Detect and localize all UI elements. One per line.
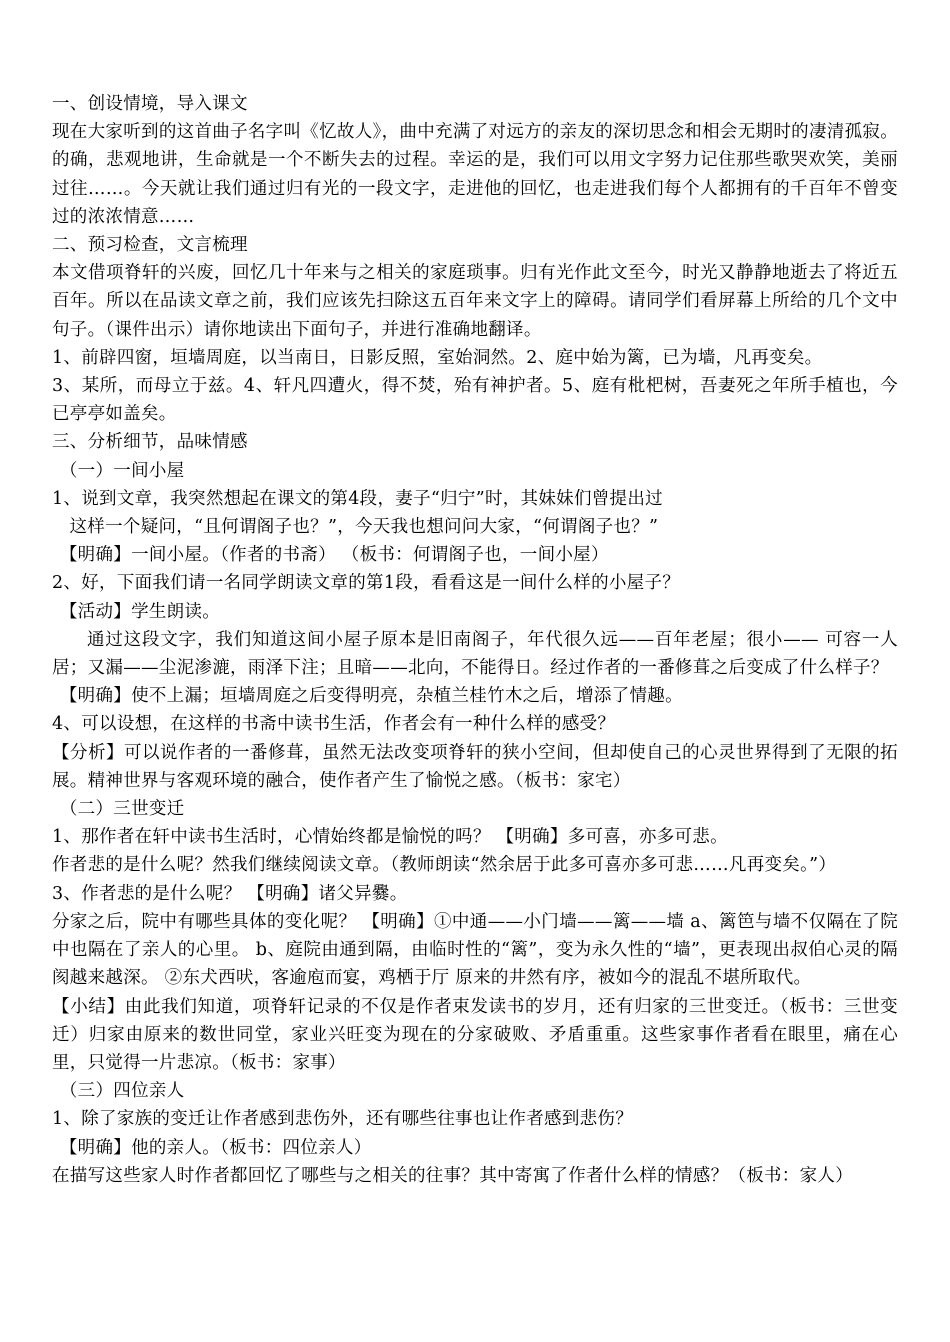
activity-1: 【活动】学生朗读。 — [59, 601, 221, 622]
sentence-list-2: 3、某所，而母立于兹。4、轩凡四遭火，得不焚，殆有神护者。5、庭有枇杷树，吾妻死之年所手植也，今已亭亭如盖矣。 — [52, 376, 898, 425]
subheading-four-relatives: （三）四位亲人 — [59, 1081, 185, 1102]
subheading-room: （一）一间小屋 — [59, 460, 185, 481]
question-relatives-2: 在描写这些家人时作者都回忆了哪些与之相关的往事？其中寄寓了作者什么样的情感？（板书：家人） — [52, 1165, 853, 1186]
answer-relatives: 【明确】他的亲人。（板书：四位亲人） — [59, 1137, 372, 1158]
question-4: 4、可以设想，在这样的书斋中读书生活，作者会有一种什么样的感受？ — [52, 714, 616, 735]
section-heading-1: 一、创设情境，导入课文 — [52, 94, 248, 114]
question-1: 1、说到文章，我突然想起在课文的第4段，妻子“归宁”时，其妹妹们曾提出过 — [52, 488, 663, 509]
question-three-3: 3、作者悲的是什么呢？ 【明确】诸父异爨。 — [52, 883, 408, 904]
question-2: 2、好，下面我们请一名同学朗读文章的第1段，看看这是一间什么样的小屋子？ — [52, 573, 681, 594]
question-three-1: 1、那作者在轩中读书生活时，心情始终都是愉悦的吗？ 【明确】多可喜，亦多可悲。 — [52, 827, 728, 848]
answer-1: 【明确】一间小屋。（作者的书斋） （板书：何谓阁子也，一间小屋） — [59, 545, 609, 566]
question-relatives-1: 1、除了家族的变迁让作者感到悲伤外，还有哪些往事也让作者感到悲伤？ — [52, 1109, 634, 1130]
intro-paragraph: 现在大家听到的这首曲子名字叫《忆故人》，曲中充满了对远方的亲友的深切思念和相会无期时的凄清孤寂。的确，悲观地讲，生命就是一个不断失去的过程。幸运的是，我们可以用文字努力记住那些歌哭欢笑，美丽过往……。今天就让我们通过归有光的一段文字，走进他的回忆，也走进我们每个人都拥有的千百年不曾变过的浓浓情意…… — [52, 122, 898, 227]
preview-paragraph: 本文借项脊轩的兴废，回忆几十年来与之相关的家庭琐事。归有光作此文至今，时光又静静地逝去了将近五百年。所以在品读文章之前，我们应该先扫除这五百年来文字上的障碍。请同学们看屏幕上所给的几个文中句子。（课件出示）请你地读出下面句子，并进行准确地翻译。 — [52, 263, 898, 340]
summary-paragraph: 【小结】由此我们知道，项脊轩记录的不仅是作者束发读书的岁月，还有归家的三世变迁。（板书：三世变迁）归家由原来的数世同堂，家业兴旺变为现在的分家破败、矛盾重重。这些家事作者看在眼里，痛在心里，只觉得一片悲凉。（板书：家事） — [52, 996, 898, 1073]
section-heading-3: 三、分析细节，品味情感 — [52, 432, 248, 453]
analysis-paragraph: 【分析】可以说作者的一番修葺，虽然无法改变项脊轩的狭小空间，但却使自己的心灵世界得到了无限的拓展。精神世界与客观环境的融合，使作者产生了愉悦之感。（板书：家宅） — [52, 742, 898, 791]
sentence-list-1: 1、前辟四窗，垣墙周庭，以当南日，日影反照，室始洞然。2、庭中始为篱，已为墙，凡再变矣。 — [52, 347, 823, 368]
document-page — [52, 90, 898, 1190]
section-heading-2: 二、预习检查，文言梳理 — [52, 235, 248, 256]
question-three-1-cont: 作者悲的是什么呢？然我们继续阅读文章。（教师朗读“然余居于此多可喜亦多可悲……凡再变矣。”） — [52, 855, 837, 876]
question-1-cont: 这样一个疑问，“且何谓阁子也？”，今天我也想问问大家，“何谓阁子也？” — [69, 517, 659, 538]
division-paragraph: 分家之后，院中有哪些具体的变化呢？ 【明确】①中通——小门墙——篱——墙 a、篱笆与墙不仅隔在了院中也隔在了亲人的心里。 b、庭院由通到隔，由临时性的“篱”，变为永久性的“墙”，更表现出叔伯心灵的隔阂越来越深。 ②东犬西吠，客逾庖而宴，鸡栖于厅 原来的井然有序，被如今的混乱不堪所取代。 — [52, 911, 898, 989]
answer-2: 【明确】使不上漏；垣墙周庭之后变得明亮，杂植兰桂竹木之后，增添了情趣。 — [59, 686, 683, 707]
room-description-paragraph: 通过这段文字，我们知道这间小屋子原本是旧南阁子，年代很久远——百年老屋；很小—— 可容一人居；又漏——尘泥渗漉，雨泽下注；且暗——北向，不能得日。经过作者的一番修葺之后变成了什么样子？ — [52, 629, 898, 679]
subheading-three-generations: （二）三世变迁 — [59, 799, 185, 820]
